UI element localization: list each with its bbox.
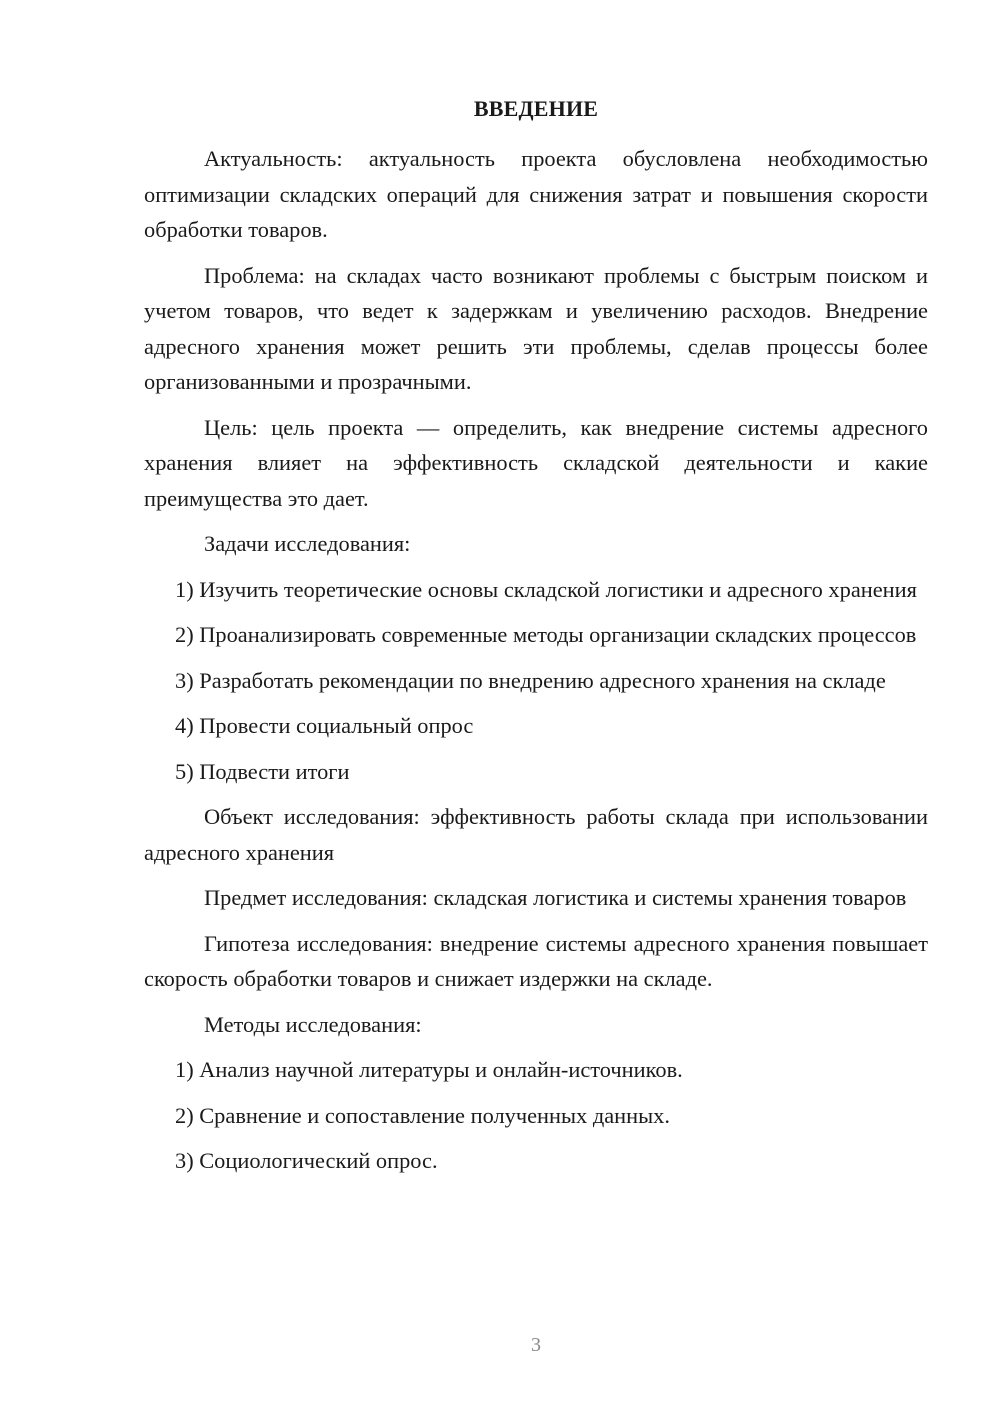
task-item-3: 3) Разработать рекомендации по внедрению адресного хранения на складе	[175, 667, 886, 693]
page-number: 3	[531, 1334, 541, 1356]
section-heading: ВВЕДЕНИЕ	[473, 96, 599, 121]
document-body	[144, 141, 928, 1189]
method-item-2: 2) Сравнение и сопоставление полученных данных.	[175, 1102, 670, 1128]
task-item-2: 2) Проанализировать современные методы организации складских процессов	[175, 622, 917, 647]
object-paragraph: Объект исследования: эффективность работы склада при использовании адресного хранения	[144, 804, 928, 865]
task-item-5: 5) Подвести итоги	[175, 758, 350, 784]
task-item-1: 1) Изучить теоретические основы складской логистики и адресного хранения	[175, 576, 917, 602]
task-item-4: 4) Провести социальный опрос	[175, 713, 474, 738]
relevance-paragraph: Актуальность: актуальность проекта обусловлена необходимостью оптимизации складских операций для снижения затрат и повышения скорости обработки товаров.	[144, 146, 928, 242]
goal-paragraph: Цель: цель проекта — определить, как внедрение системы адресного хранения влияет на эффективность складской деятельности и какие преимущества это дает.	[144, 414, 928, 511]
tasks-title: Задачи исследования:	[204, 531, 411, 556]
method-item-3: 3) Социологический опрос.	[175, 1148, 438, 1173]
method-item-1: 1) Анализ научной литературы и онлайн-источников.	[175, 1057, 683, 1082]
methods-title: Методы исследования:	[204, 1011, 422, 1037]
hypothesis-paragraph: Гипотеза исследования: внедрение системы адресного хранения повышает скорость обработки товаров и снижает издержки на складе.	[144, 930, 928, 991]
problem-paragraph: Проблема: на складах часто возникают проблемы с быстрым поиском и учетом товаров, что ведет к задержкам и увеличению расходов. Внедрение адресного хранения может решить эти проблемы, сделав процессы более организованными и прозрачными.	[144, 262, 928, 394]
subject-paragraph: Предмет исследования: складская логистика и системы хранения товаров	[204, 885, 907, 910]
